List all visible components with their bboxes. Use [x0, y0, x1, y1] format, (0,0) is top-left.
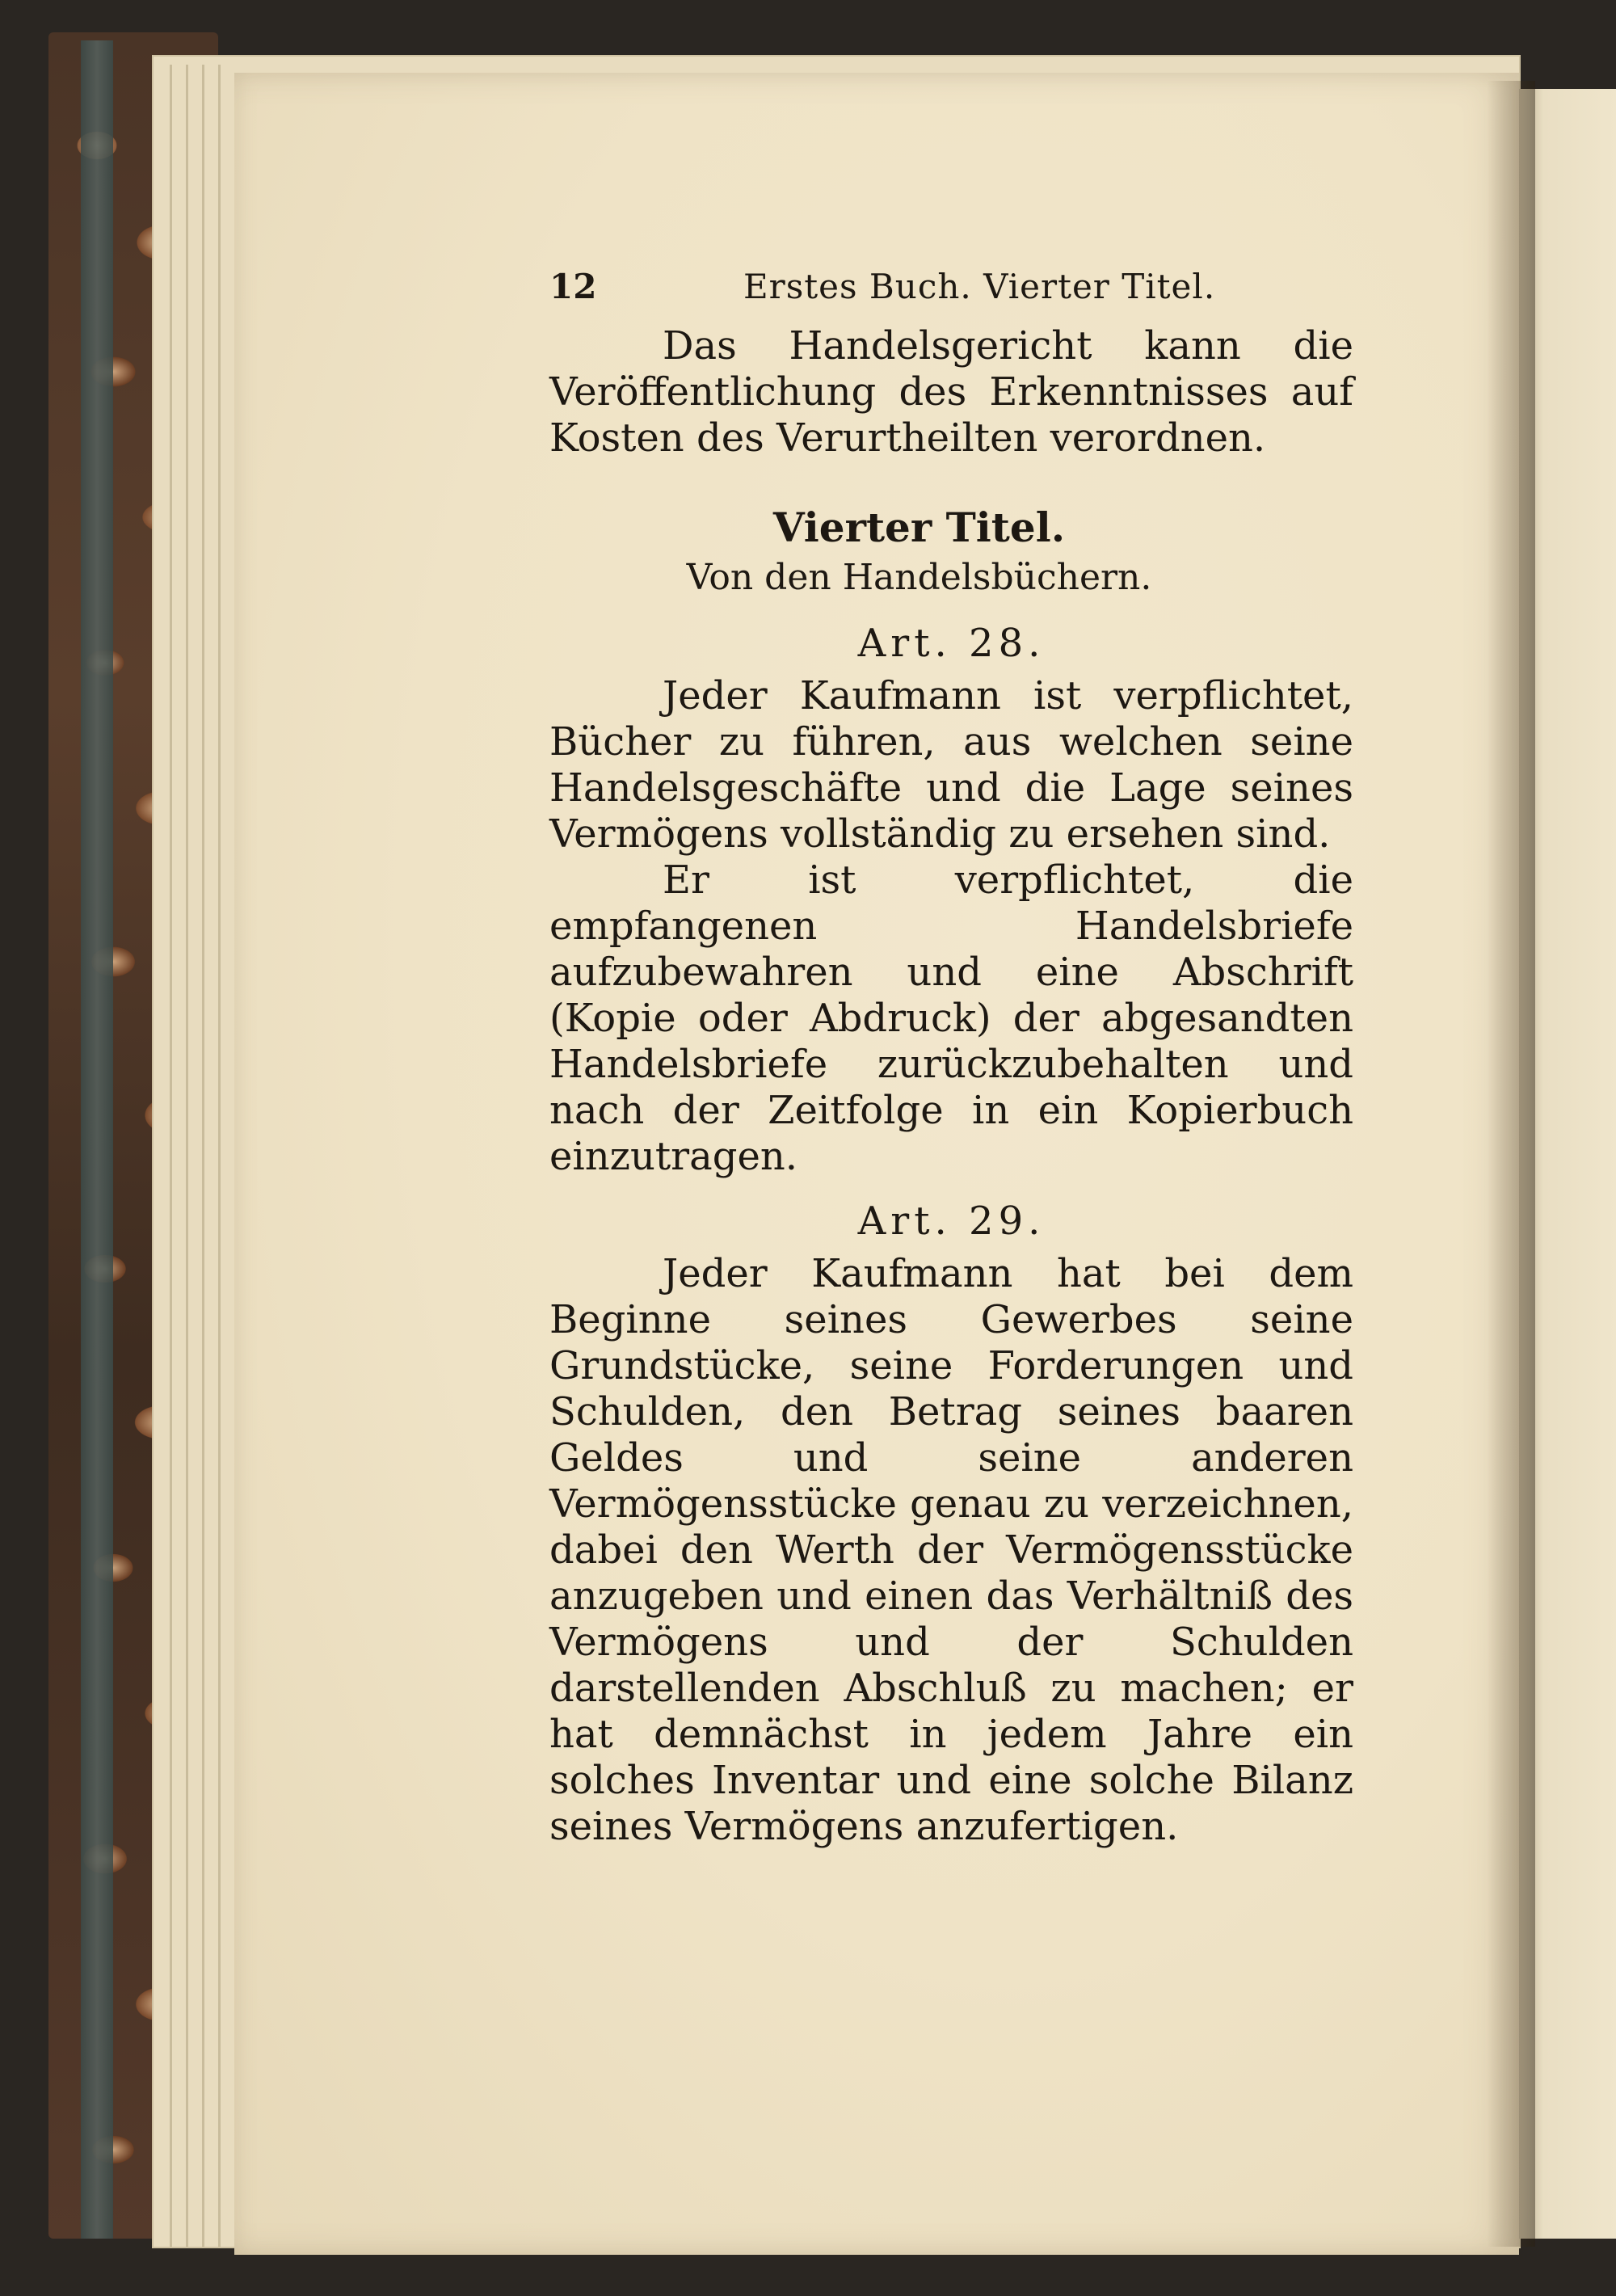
article-heading: Art. 28.	[857, 621, 1046, 666]
page-edge	[202, 65, 204, 2247]
article-paragraph: Jeder Kaufmann ist verpflichtet, Bücher zu führen, aus welchen seine Handelsgeschäfte und die Lage seines Vermögens vollständig zu ersehen sind.	[549, 673, 1353, 857]
cover-spine	[81, 40, 113, 2239]
intro-paragraph: Das Handelsgericht kann die Veröffentlichung des Erkenntnisses auf Kosten des Verurtheilten verordnen.	[549, 323, 1353, 461]
page-edge	[218, 65, 221, 2247]
section-title: Vierter Titel.	[772, 503, 1066, 551]
gutter-shadow	[1487, 81, 1535, 2247]
section-subtitle: Von den Handelsbüchern.	[686, 557, 1152, 598]
article-heading: Art. 29.	[857, 1199, 1046, 1244]
page-edge	[170, 65, 172, 2247]
page-edge	[186, 65, 188, 2247]
running-head: Erstes Buch. Vierter Titel.	[743, 267, 1216, 306]
text-block	[549, 259, 1353, 1850]
page-header	[549, 259, 1353, 323]
article-paragraph: Er ist verpflichtet, die empfangenen Handelsbriefe aufzubewahren und eine Abschrift (Kopie oder Abdruck) der abgesandten Handelsbriefe zurückzubehalten und nach der Zeitfolge in ein Kopierbuch einzutragen.	[549, 857, 1353, 1179]
article-paragraph: Jeder Kaufmann hat bei dem Beginne seines Gewerbes seine Grundstücke, seine Forderungen und Schulden, den Betrag seines baaren Geldes und seine anderen Vermögensstücke genau zu verzeichnen, dabei den Werth der Vermögensstücke anzugeben und einen das Verhältniß des Vermögens und der Schulden darstellenden Abschluß zu machen; er hat demnächst in jedem Jahre ein solches Inventar und eine solche Bilanz seines Vermögens anzufertigen.	[549, 1251, 1353, 1849]
page-number: 12	[549, 267, 597, 306]
